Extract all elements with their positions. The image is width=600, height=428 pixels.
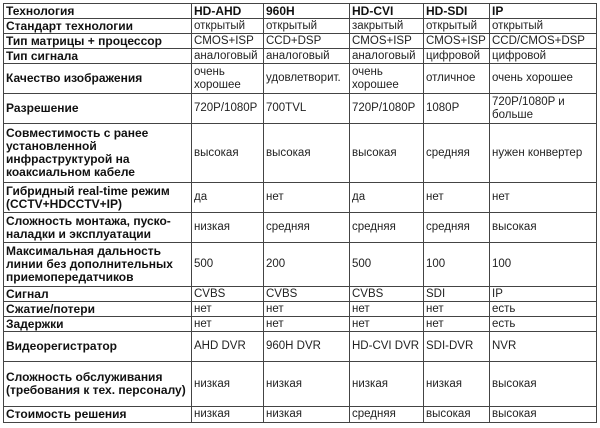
table-row [4, 243, 597, 287]
row-label: Стандарт технологии [4, 19, 192, 34]
table-row [4, 34, 597, 49]
comparison-table-container [3, 3, 597, 423]
cell: нет [424, 183, 490, 213]
header-960h: 960H [264, 4, 350, 19]
cell: 500 [192, 243, 264, 287]
cell: 700TVL [264, 94, 350, 124]
cell: открытый [192, 19, 264, 34]
cell: CMOS+ISP [424, 34, 490, 49]
row-label: Гибридный real-time режим (CCTV+HDCCTV+IP) [4, 183, 192, 213]
cell: AHD DVR [192, 332, 264, 362]
cell: CCD+DSP [264, 34, 350, 49]
table-row [4, 64, 597, 94]
cell: низкая [192, 213, 264, 243]
cell: средняя [264, 213, 350, 243]
cell: цифровой [424, 49, 490, 64]
table-row [4, 332, 597, 362]
table-row [4, 407, 597, 423]
row-label: Сжатие/потери [4, 302, 192, 317]
row-label: Максимальная дальность линии без дополнительных приемопередатчиков [4, 243, 192, 287]
row-label: Сигнал [4, 287, 192, 302]
cell: низкая [350, 362, 424, 407]
cell: 960H DVR [264, 332, 350, 362]
row-label: Сложность обслуживания (требования к тех. персоналу) [4, 362, 192, 407]
cell: CMOS+ISP [350, 34, 424, 49]
cell: средняя [424, 213, 490, 243]
table-row [4, 302, 597, 317]
table-row [4, 94, 597, 124]
cell: низкая [424, 362, 490, 407]
row-label: Тип сигнала [4, 49, 192, 64]
cell: аналоговый [350, 49, 424, 64]
row-label: Задержки [4, 317, 192, 332]
table-row [4, 317, 597, 332]
cell: аналоговый [264, 49, 350, 64]
cell: низкая [192, 362, 264, 407]
cell: нет [264, 302, 350, 317]
cell: NVR [490, 332, 597, 362]
cell: 720P/1080P [192, 94, 264, 124]
cell: нет [350, 317, 424, 332]
cell: нет [264, 183, 350, 213]
table-row [4, 19, 597, 34]
cell: высокая [264, 124, 350, 183]
table-row [4, 213, 597, 243]
cell: нет [490, 183, 597, 213]
cell: низкая [264, 407, 350, 423]
cell: высокая [424, 407, 490, 423]
cell: закрытый [350, 19, 424, 34]
cell: CVBS [264, 287, 350, 302]
cell: 720P/1080P и больше [490, 94, 597, 124]
header-technology: Технология [4, 4, 192, 19]
cell: CCD/CMOS+DSP [490, 34, 597, 49]
cell: да [350, 183, 424, 213]
cell: нет [424, 317, 490, 332]
cell: да [192, 183, 264, 213]
cell: нет [264, 317, 350, 332]
cell: низкая [264, 362, 350, 407]
cell: CVBS [350, 287, 424, 302]
header-hd-ahd: HD-AHD [192, 4, 264, 19]
header-ip: IP [490, 4, 597, 19]
cell: очень хорошее [350, 64, 424, 94]
row-label: Совместимость с ранее установленной инфраструктурой на коаксиальном кабеле [4, 124, 192, 183]
cell: средняя [350, 213, 424, 243]
technology-comparison-table [3, 3, 597, 423]
row-label: Разрешение [4, 94, 192, 124]
cell: очень хорошее [192, 64, 264, 94]
cell: HD-CVI DVR [350, 332, 424, 362]
cell: средняя [350, 407, 424, 423]
header-row [4, 4, 597, 19]
cell: очень хорошее [490, 64, 597, 94]
cell: высокая [350, 124, 424, 183]
cell: низкая [192, 407, 264, 423]
cell: SDI [424, 287, 490, 302]
cell: есть [490, 317, 597, 332]
cell: нет [424, 302, 490, 317]
cell: высокая [490, 407, 597, 423]
cell: высокая [192, 124, 264, 183]
cell: средняя [424, 124, 490, 183]
table-row [4, 362, 597, 407]
cell: отличное [424, 64, 490, 94]
cell: 720P/1080P [350, 94, 424, 124]
cell: SDI-DVR [424, 332, 490, 362]
cell: открытый [264, 19, 350, 34]
cell: CMOS+ISP [192, 34, 264, 49]
cell: удовлетворит. [264, 64, 350, 94]
row-label: Видеорегистратор [4, 332, 192, 362]
cell: нужен конвертер [490, 124, 597, 183]
cell: цифровой [490, 49, 597, 64]
cell: CVBS [192, 287, 264, 302]
cell: нет [192, 317, 264, 332]
row-label: Сложность монтажа, пуско-наладки и эксплуатации [4, 213, 192, 243]
table-row [4, 183, 597, 213]
cell: высокая [490, 362, 597, 407]
table-row [4, 49, 597, 64]
cell: нет [350, 302, 424, 317]
cell: нет [192, 302, 264, 317]
cell: аналоговый [192, 49, 264, 64]
cell: 100 [424, 243, 490, 287]
cell: открытый [424, 19, 490, 34]
cell: 1080P [424, 94, 490, 124]
cell: 500 [350, 243, 424, 287]
header-hd-cvi: HD-CVI [350, 4, 424, 19]
table-row [4, 124, 597, 183]
cell: открытый [490, 19, 597, 34]
row-label: Качество изображения [4, 64, 192, 94]
table-row [4, 287, 597, 302]
cell: IP [490, 287, 597, 302]
cell: 100 [490, 243, 597, 287]
cell: высокая [490, 213, 597, 243]
cell: есть [490, 302, 597, 317]
row-label: Стоимость решения [4, 407, 192, 423]
cell: 200 [264, 243, 350, 287]
row-label: Тип матрицы + процессор [4, 34, 192, 49]
header-hd-sdi: HD-SDI [424, 4, 490, 19]
